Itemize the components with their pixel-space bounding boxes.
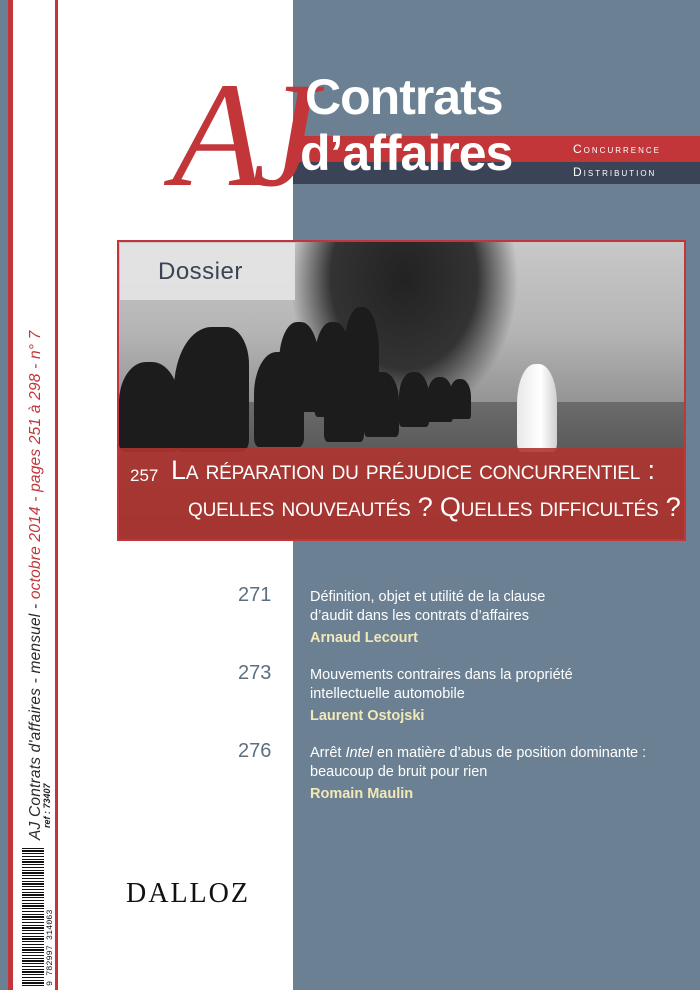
spine-divider-line [55,0,58,990]
article-author: Romain Maulin [310,786,414,802]
barcode-number-text: 9 782997 314063 [45,909,55,986]
logo-title-line2: d’affaires [300,125,513,181]
headline-page-number: 257 [130,466,159,485]
spine-bar-blue [0,0,8,990]
article-author: Arnaud Lecourt [310,630,418,646]
logo-aj: AJ [172,52,307,218]
article-number: 273 [238,662,272,684]
article-title-line1 [310,744,690,763]
article-title-line2: beaucoup de bruit pour rien [310,764,488,780]
article-title-post: en matière d’abus de position dominante : [372,745,647,761]
article-title-line2: intellectuelle automobile [310,686,465,702]
article-title-pre: Arrêt [310,745,346,761]
article-number: 276 [238,740,272,762]
article-title-line1: Mouvements contraires dans la propriété [310,667,573,683]
logo-tag-concurrence: Concurrence [573,142,662,156]
spine-issue: octobre 2014 - pages 251 à 298 - n° 7 [27,330,44,600]
logo-tag-distribution: Distribution [573,165,657,179]
chess-piece-dark [449,379,471,419]
article-title-italic: Intel [345,745,373,761]
publisher-logo: DALLOZ [126,878,250,909]
logo-title-line1: Contrats [305,69,503,125]
reference-code-text: ref : 73407 [42,783,52,828]
article-author: Laurent Ostojski [310,708,425,724]
chess-piece-dark [324,372,364,442]
article-title-line2: d’audit dans les contrats d’affaires [310,608,529,624]
chess-piece-dark [399,372,429,427]
article-number: 271 [238,584,272,606]
chess-piece-dark [279,322,319,412]
article-title-line1: Définition, objet et utilité de la clause [310,589,546,605]
dossier-label [120,243,295,300]
dossier-label-text: Dossier [158,258,243,285]
chess-piece-dark [119,362,179,452]
spine-bar-red [8,0,13,990]
chess-piece-dark [364,372,399,437]
barcode [22,848,44,986]
chess-piece-knight [174,327,249,452]
article-title [310,666,690,704]
article-title [310,588,690,626]
headline-line1: La réparation du préjudice concurrentiel : [171,455,655,485]
headline-line2: quelles nouveautés ? Quelles difficultés ? [188,492,681,522]
chess-piece-white-pawn [517,364,557,452]
article-title [310,744,690,782]
spine-title: AJ Contrats d'affaires - mensuel - [27,599,44,840]
